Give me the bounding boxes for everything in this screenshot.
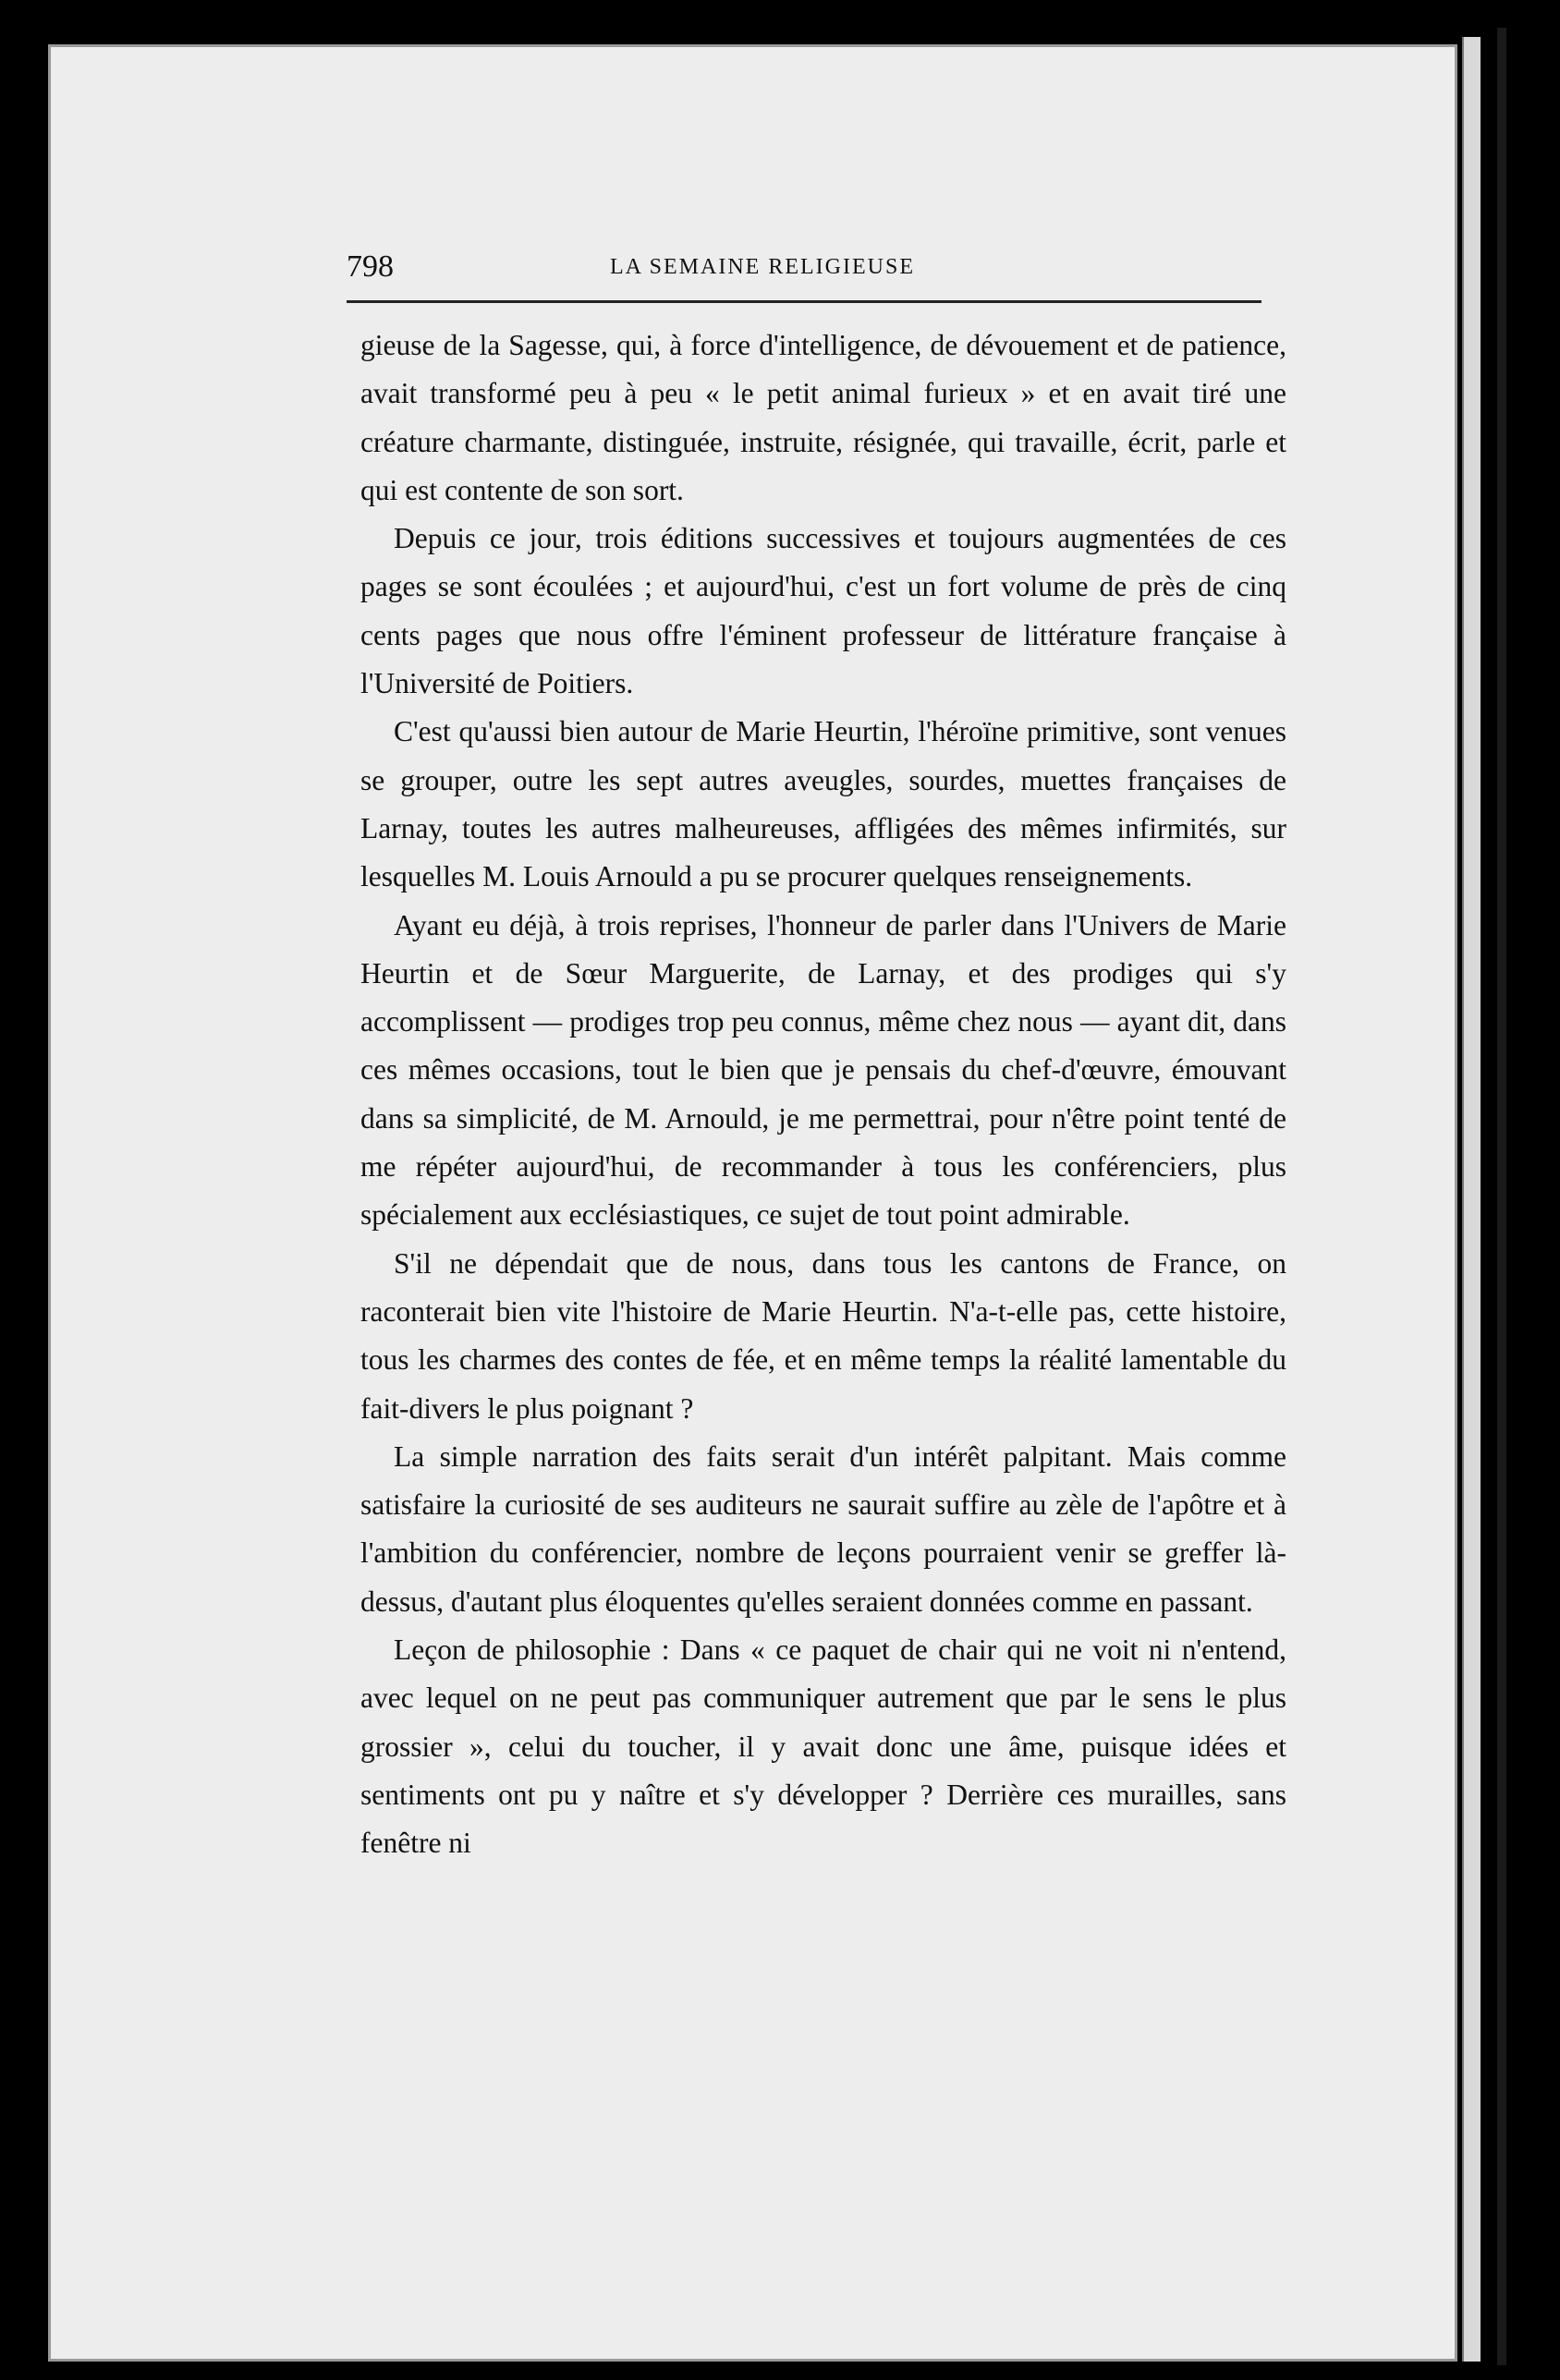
scan-border — [1497, 28, 1506, 2365]
paragraph: Leçon de philosophie : Dans « ce paquet de chair qui ne voit ni n'entend, avec lequel on ne peut pas communiquer autrement que par le sens le plus grossier », celui du toucher, il y avait donc une âme, puisque idées et sentiments ont pu y naître et s'y développer ? Derrière ces murailles, sans fenêtre ni — [360, 1633, 1286, 1860]
page-number: 798 — [347, 249, 394, 284]
paragraph: gieuse de la Sagesse, qui, à force d'intelligence, de dévouement et de patience, avait transformé peu à peu « le petit animal furieux » et en avait tiré une créature charmante, distinguée, instruite, résignée, qui travaille, écrit, parle et qui est contente de son sort. — [360, 329, 1286, 506]
paragraph: Ayant eu déjà, à trois reprises, l'honneur de parler dans l'Univers de Marie Heurtin et de Sœur Marguerite, de Larnay, et des prodiges qui s'y accomplissent — prodiges trop peu connus, même chez nous — ayant dit, dans ces mêmes occasions, tout le bien que je pensais du chef-d'œuvre, émouvant dans sa simplicité, de M. Arnould, je me permettrai, pour n'être point tenté de me répéter aujourd'hui, de recommander à tous les conférenciers, plus spécialement aux ecclésiastiques, ce sujet de tout point admirable. — [360, 908, 1286, 1232]
paragraph: C'est qu'aussi bien autour de Marie Heurtin, l'héroïne primitive, sont venues se grouper, outre les sept autres aveugles, sourdes, muettes françaises de Larnay, toutes les autres malheureuses, affligées des mêmes infirmités, sur lesquelles M. Louis Arnould a pu se procurer quelques renseignements. — [360, 715, 1286, 893]
paragraph: La simple narration des faits serait d'un intérêt palpitant. Mais comme satisfaire la curiosité de ses auditeurs ne saurait suffire au zèle de l'apôtre et à l'ambition du conférencier, nombre de leçons pourraient venir se greffer là-dessus, d'autant plus éloquentes qu'elles seraient données comme en passant. — [360, 1439, 1286, 1618]
paragraph: Depuis ce jour, trois éditions successives et toujours augmentées de ces pages se sont écoulées ; et aujourd'hui, c'est un fort volume de près de cinq cents pages que nous offre l'éminent professeur de littérature française à l'Université de Poitiers. — [360, 522, 1286, 700]
body-text — [360, 322, 1286, 1868]
page-edge — [1462, 37, 1481, 2362]
running-title: LA SEMAINE RELIGIEUSE — [610, 255, 915, 279]
page-header — [347, 249, 1271, 296]
header-rule — [347, 300, 1261, 303]
paragraph: S'il ne dépendait que de nous, dans tous les cantons de France, on raconterait bien vite l'histoire de Marie Heurtin. N'a-t-elle pas, cette histoire, tous les charmes des contes de fée, et en même temps la réalité lamentable du fait-divers le plus poignant ? — [360, 1246, 1286, 1425]
